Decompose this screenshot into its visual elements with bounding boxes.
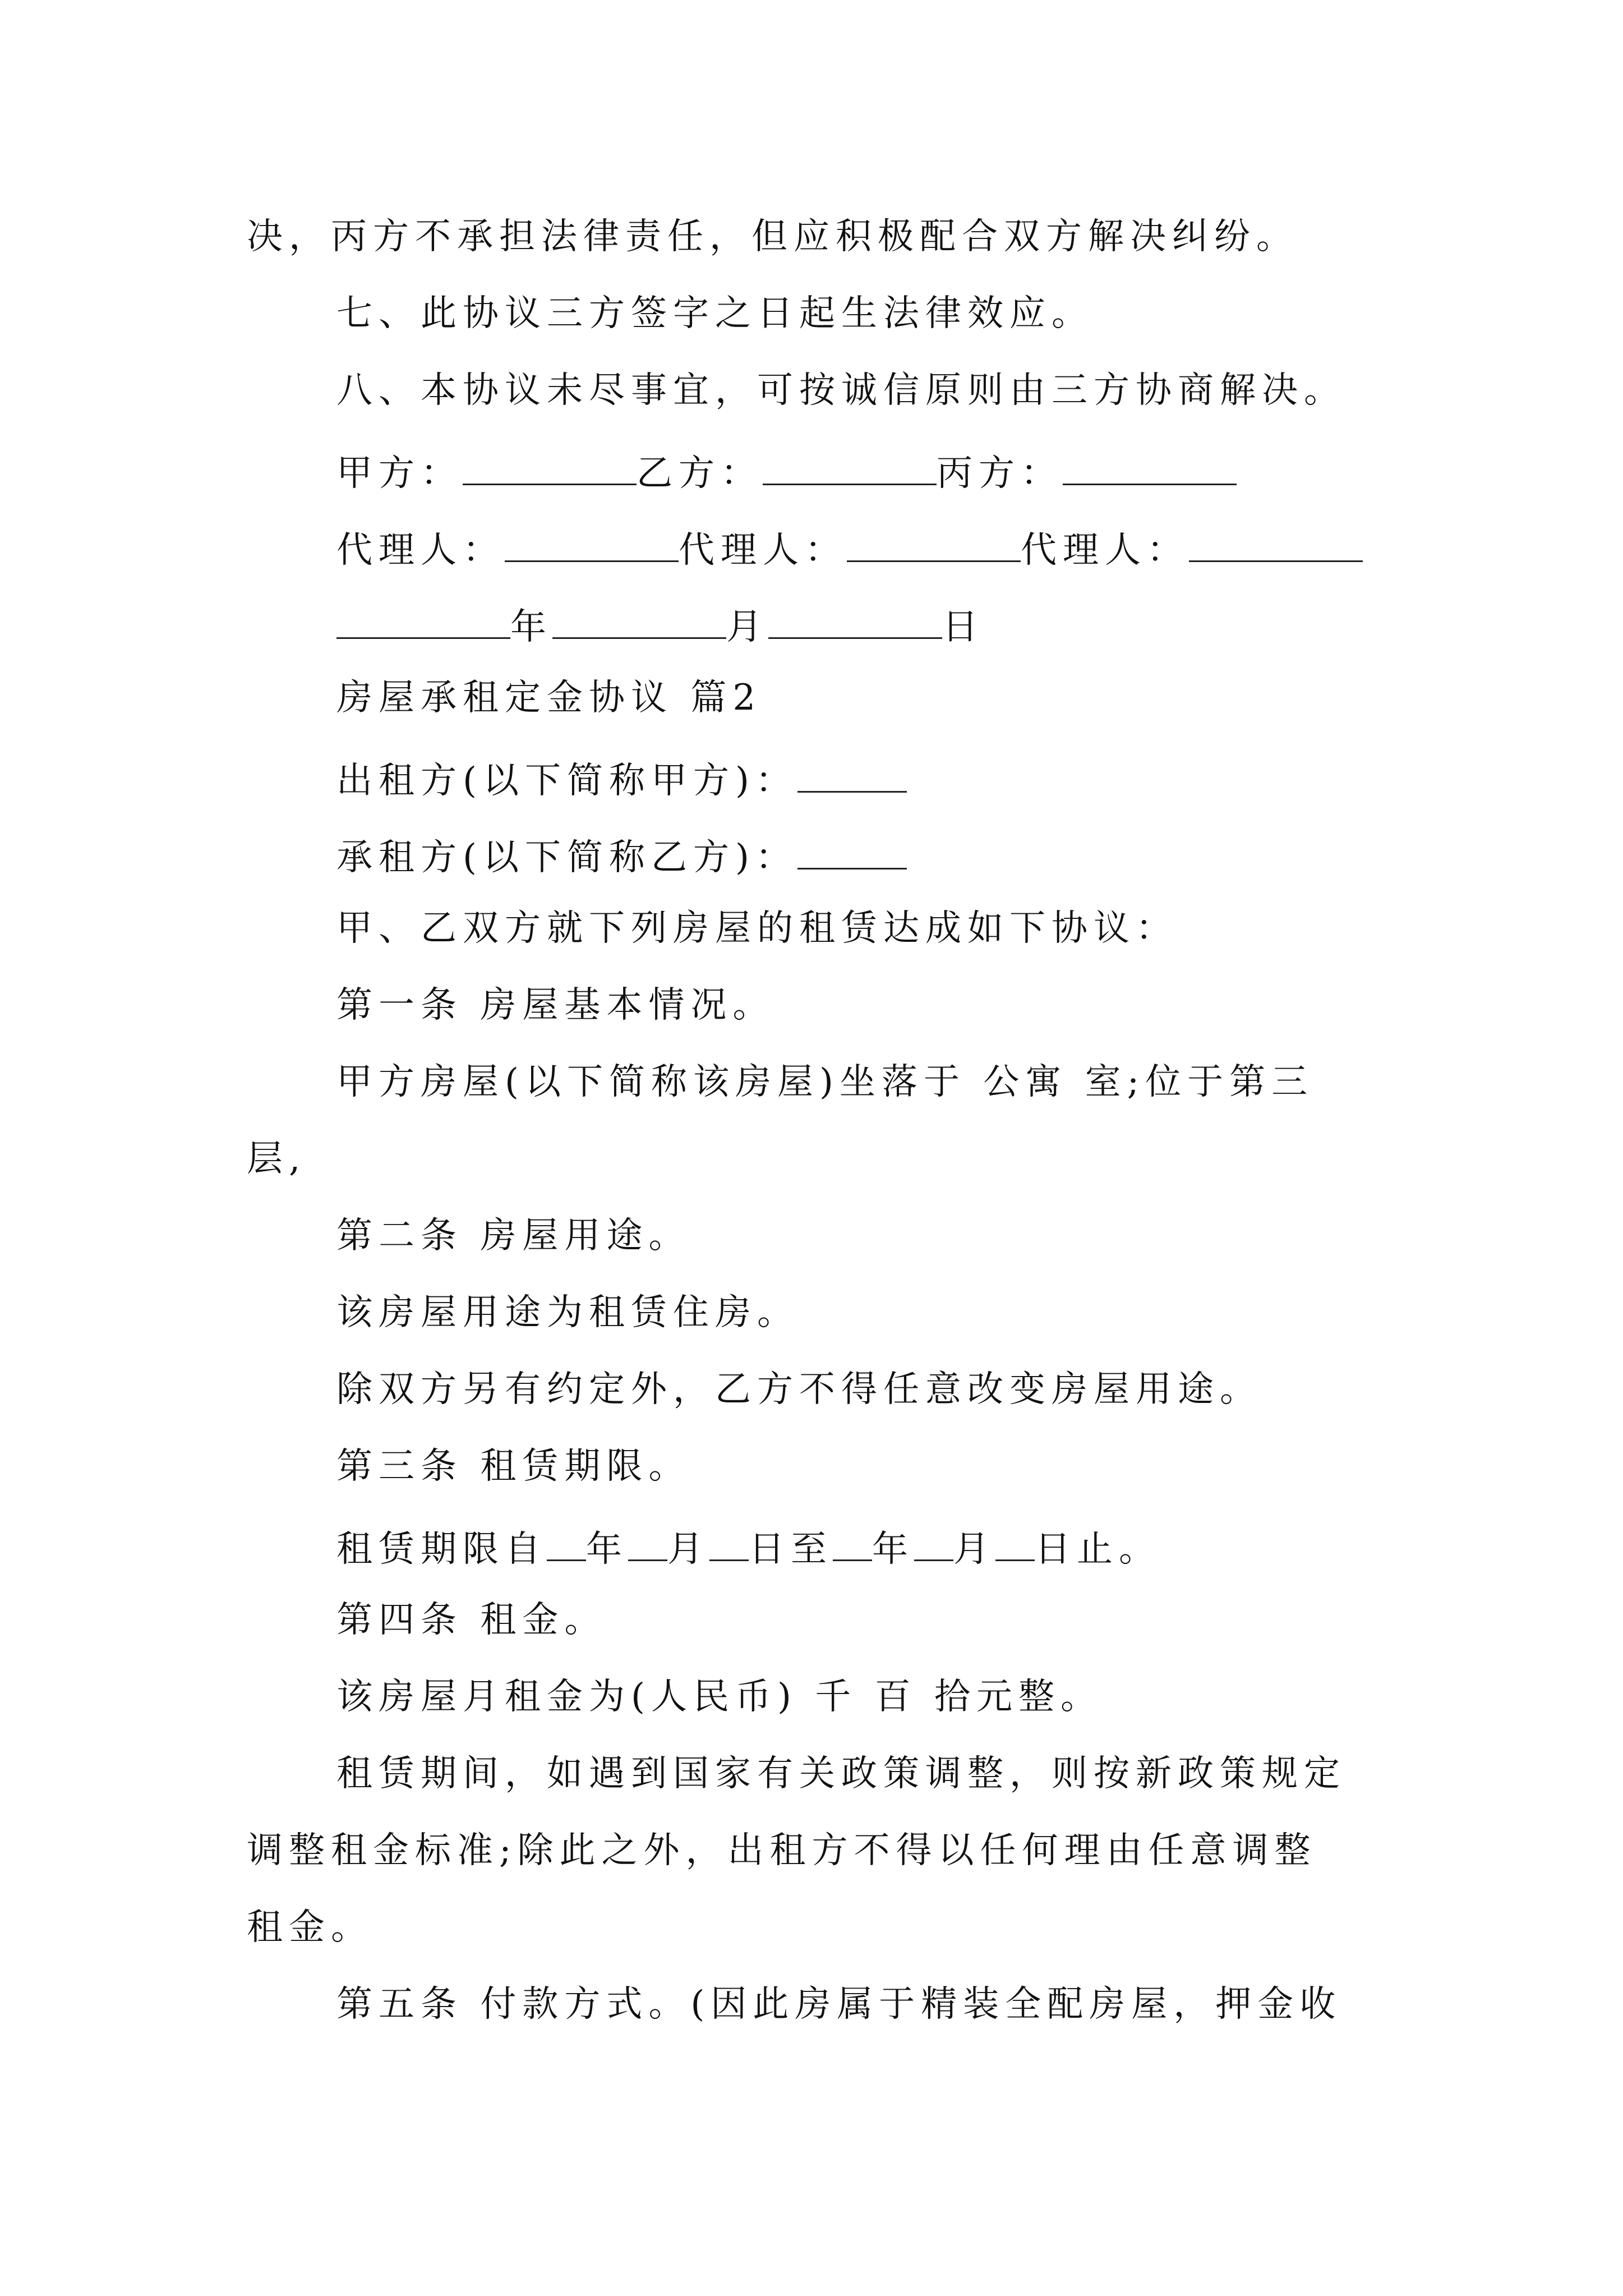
- month-label: 月: [726, 606, 768, 648]
- term-blank: [628, 1525, 667, 1561]
- lessor-blank: [797, 757, 907, 793]
- article-3-title: 第三条 租赁期限。: [336, 1446, 691, 1487]
- article-4-title: 第四条 租金。: [336, 1599, 607, 1641]
- lessor-label: 出租方(以下简称甲方)：: [336, 760, 797, 802]
- article-4-body-cont: 租金。: [247, 1907, 373, 1948]
- clause-seven: 七、此协议三方签字之日起生法律效应。: [336, 293, 1094, 334]
- party-c-label: 丙方：: [937, 452, 1063, 494]
- article-2-body: 除双方另有约定外，乙方不得任意改变房屋用途。: [336, 1369, 1262, 1410]
- party-c-blank: [1063, 449, 1237, 485]
- article-3-term-line: [336, 1525, 1161, 1570]
- agent-label: 代理人：: [1021, 529, 1189, 571]
- party-a-label: 甲方：: [336, 452, 463, 494]
- lessee-blank: [797, 834, 907, 869]
- term-blank: [709, 1525, 749, 1561]
- party-a-blank: [463, 449, 637, 485]
- term-blank: [995, 1525, 1035, 1561]
- section-heading: 房屋承租定金协议 篇2: [336, 677, 762, 719]
- party-b-label: 乙方：: [637, 452, 763, 494]
- article-4-body: 租赁期间，如遇到国家有关政策调整，则按新政策规定: [336, 1753, 1346, 1795]
- day-label: 日: [942, 606, 984, 648]
- article-4-body: 该房屋月租金为(人民币) 千 百 拾元整。: [336, 1676, 1103, 1718]
- signature-date-row: [336, 603, 984, 648]
- agent-blank: [505, 526, 679, 562]
- lessor-line: [336, 757, 907, 802]
- signature-parties-row: [336, 449, 1237, 494]
- lessee-label: 承租方(以下简称乙方)：: [336, 836, 797, 878]
- term-text: 日至: [749, 1528, 833, 1570]
- term-blank: [833, 1525, 872, 1561]
- agent-label: 代理人：: [336, 529, 505, 571]
- year-label: 年: [510, 606, 552, 648]
- term-text: 月: [667, 1528, 709, 1570]
- party-b-blank: [763, 449, 937, 485]
- paragraph-line: 决，丙方不承担法律责任，但应积极配合双方解决纠纷。: [247, 216, 1298, 257]
- year-blank: [336, 603, 510, 639]
- term-text: 月: [953, 1528, 995, 1570]
- article-2-title: 第二条 房屋用途。: [336, 1215, 691, 1257]
- article-1-body-cont: 层,: [247, 1138, 307, 1180]
- term-text: 年: [586, 1528, 628, 1570]
- agent-label: 代理人：: [679, 529, 847, 571]
- lessee-line: [336, 834, 907, 876]
- agent-blank: [847, 526, 1021, 562]
- term-text: 租赁期限自: [336, 1528, 547, 1570]
- day-blank: [768, 603, 942, 639]
- term-blank: [547, 1525, 586, 1561]
- month-blank: [552, 603, 726, 639]
- article-4-body-cont: 调整租金标准;除此之外，出租方不得以任何理由任意调整: [247, 1830, 1317, 1871]
- clause-eight: 八、本协议未尽事宜，可按诚信原则由三方协商解决。: [336, 370, 1346, 411]
- agreement-intro: 甲、乙双方就下列房屋的租赁达成如下协议：: [336, 908, 1178, 949]
- article-2-body: 该房屋用途为租赁住房。: [336, 1292, 799, 1333]
- article-5-title: 第五条 付款方式。(因此房属于精装全配房屋，押金收: [336, 1984, 1342, 2025]
- agent-blank: [1189, 526, 1363, 562]
- article-1-title: 第一条 房屋基本情况。: [336, 984, 775, 1026]
- article-1-body: 甲方房屋(以下简称该房屋)坐落于 公寓 室;位于第三: [336, 1061, 1314, 1103]
- signature-agents-row: [336, 526, 1363, 571]
- term-blank: [914, 1525, 953, 1561]
- term-text: 年: [872, 1528, 914, 1570]
- term-text: 日止。: [1035, 1528, 1161, 1570]
